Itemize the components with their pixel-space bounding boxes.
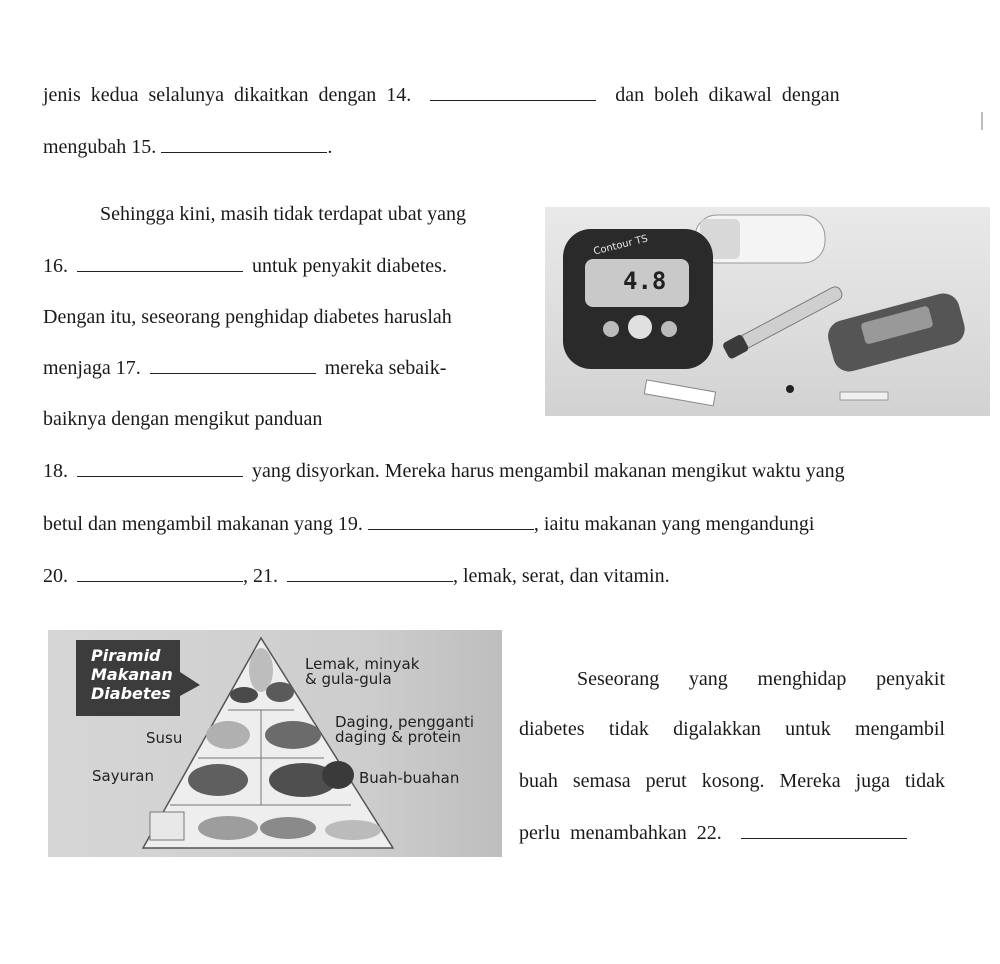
glucose-meter-photo (545, 207, 990, 416)
right-line-1 (577, 668, 945, 691)
line8-after: yang disyorkan. Mereka harus mengambil makanan mengikut waktu yang (252, 460, 845, 482)
line9-after: , iaitu makanan yang mengandungi (533, 513, 815, 535)
text-line-3 (100, 203, 466, 226)
right-line-3 (519, 770, 945, 793)
line2-before: mengubah 15. (43, 136, 157, 158)
meter-brand: Contour TS (592, 233, 650, 258)
line5: Dengan itu, seseorang penghidap diabetes haruslah (43, 306, 452, 328)
line6-before: menjaga 17. (43, 357, 141, 379)
blank-19[interactable] (368, 513, 534, 530)
test-strip-icon (644, 380, 715, 406)
line4-before: 16. (43, 255, 68, 277)
pyramid-title-2: Makanan (91, 665, 173, 684)
line10-before: 20. (43, 565, 68, 587)
blank-17[interactable] (150, 357, 316, 374)
line9-before: betul dan mengambil makanan yang 19. (43, 513, 363, 535)
text-line-7 (43, 408, 322, 431)
line1-after: dan boleh dikawal dengan (615, 84, 840, 106)
right2: diabetes tidak digalakkan untuk mengambil (519, 718, 945, 740)
text-line-5 (43, 306, 452, 329)
label-fat: Lemak, minyak & gula-gula (305, 655, 420, 688)
right-line-2 (519, 718, 945, 741)
label-veg: Sayuran (92, 767, 154, 785)
blank-15[interactable] (161, 136, 327, 153)
pyramid-title-1: Piramid (91, 646, 161, 665)
line4-after: untuk penyakit diabetes. (252, 255, 447, 277)
right1: Seseorang yang menghidap penyakit (577, 668, 945, 690)
label-protein: Daging, pengganti daging & protein (335, 713, 475, 746)
label-fruit: Buah-buahan (359, 769, 460, 787)
lancet-pen-icon (732, 285, 845, 354)
text-line-10 (43, 565, 670, 588)
text-line-9 (43, 513, 814, 536)
right4: perlu menambahkan 22. (519, 822, 722, 844)
glucose-meter-illustration (545, 207, 990, 416)
blank-18[interactable] (77, 460, 243, 477)
blank-21[interactable] (287, 565, 453, 582)
text-line-6 (43, 357, 446, 380)
line7: baiknya dengan mengikut panduan (43, 408, 323, 430)
blank-22[interactable] (741, 822, 907, 839)
meter-reading: 4.8 (623, 267, 667, 295)
pyramid-title-3: Diabetes (91, 684, 171, 703)
text-line-8 (43, 460, 845, 483)
right3: buah semasa perut kosong. Mereka juga tidak (519, 770, 945, 792)
label-milk: Susu (146, 729, 183, 747)
line1-before: jenis kedua selalunya dikaitkan dengan 14. (43, 84, 412, 106)
line8-before: 18. (43, 460, 68, 482)
blank-16[interactable] (77, 255, 243, 272)
blank-20[interactable] (77, 565, 243, 582)
line10-after: , lemak, serat, dan vitamin. (453, 565, 670, 587)
food-pyramid-image (48, 630, 502, 857)
text-line-2 (43, 136, 332, 159)
right-line-4 (519, 822, 907, 845)
line2-after: . (327, 136, 333, 158)
margin-mark (981, 112, 983, 130)
line3: Sehingga kini, masih tidak terdapat ubat yang (100, 203, 467, 225)
text-line-4 (43, 255, 447, 278)
blank-14[interactable] (430, 84, 596, 101)
text-line-1 (43, 84, 840, 107)
line10-middle: , 21. (243, 565, 278, 587)
line6-after: mereka sebaik- (324, 357, 447, 379)
